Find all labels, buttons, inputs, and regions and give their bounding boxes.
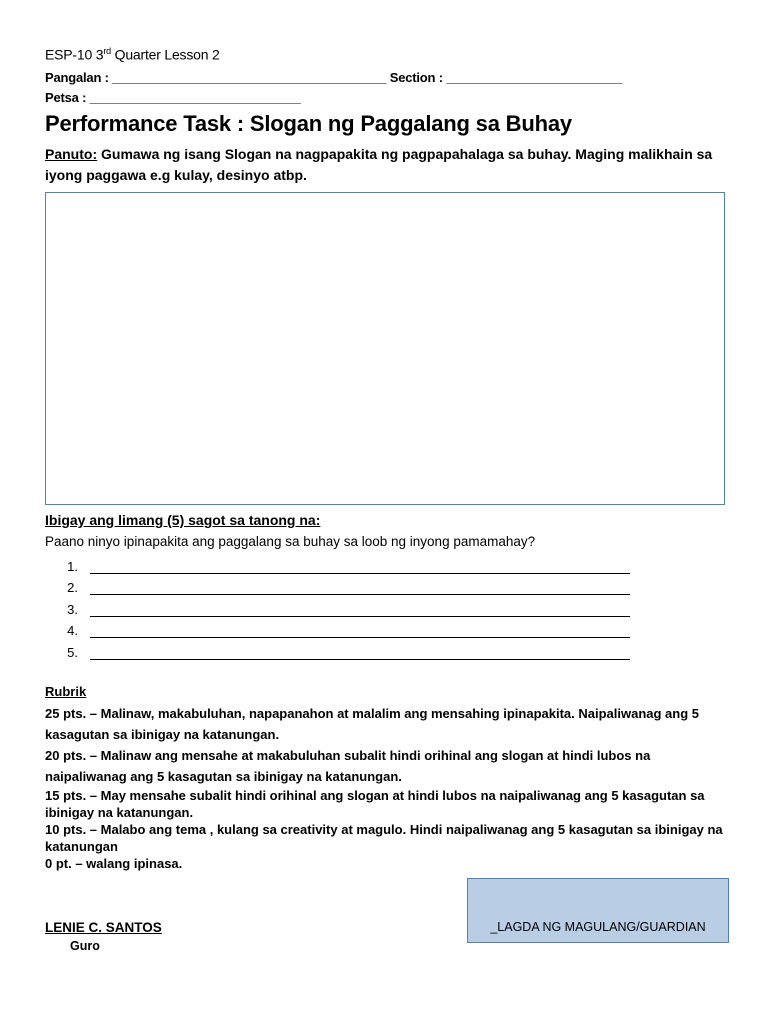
instructions-text: Gumawa ng isang Slogan na nagpapakita ng pagpapahalaga sa buhay. Maging malikhain sa iyong paggawa e.g kulay, desinyo atbp. xyxy=(45,146,713,183)
answer-line[interactable] xyxy=(90,623,630,638)
slogan-drawing-box[interactable] xyxy=(45,192,725,505)
question-text: Paano ninyo ipinapakita ang paggalang sa buhay sa loob ng inyong pamamahay? xyxy=(45,534,536,549)
answer-list xyxy=(45,552,630,660)
answer-number: 4. xyxy=(67,623,78,638)
date-field[interactable]: Petsa : ______________________________ xyxy=(45,90,301,105)
name-section-field[interactable]: Pangalan : _______________________________________ Section : _________________________ xyxy=(45,70,622,85)
lesson-label: Quarter Lesson 2 xyxy=(110,46,220,63)
answer-item xyxy=(45,552,630,574)
answer-number: 2. xyxy=(67,580,78,595)
lesson-code: ESP-10 3 xyxy=(45,46,104,63)
page-title: Performance Task : Slogan ng Paggalang sa Buhay xyxy=(45,111,572,136)
rubric-item: 25 pts. – Malinaw, makabuluhan, napapanahon at malalim ang mensahing ipinapakita. Naipaliwanag ang 5 kasagutan sa ibinigay na katanungan. xyxy=(45,706,700,742)
rubric-heading: Rubrik xyxy=(45,684,87,699)
rubric-item: 15 pts. – May mensahe subalit hindi orihinal ang slogan at hindi lubos na naipaliwanag ang 5 kasagutan sa ibinigay na katanungan. xyxy=(45,788,705,820)
answer-item xyxy=(45,595,630,617)
answer-number: 1. xyxy=(67,558,78,574)
answer-line[interactable] xyxy=(90,559,630,574)
instructions-label: Panuto: xyxy=(45,146,98,162)
answer-line[interactable] xyxy=(90,580,630,595)
answer-line[interactable] xyxy=(90,645,630,660)
instructions xyxy=(45,144,735,186)
teacher-role: Guro xyxy=(70,939,100,953)
parent-signature-label: _LAGDA NG MAGULANG/GUARDIAN xyxy=(490,920,706,934)
answer-number: 5. xyxy=(67,644,78,660)
answer-number: 3. xyxy=(67,601,78,617)
teacher-name: LENIE C. SANTOS xyxy=(45,920,162,935)
rubric-item: 20 pts. – Malinaw ang mensahe at makabuluhan subalit hindi orihinal ang slogan at hindi lubos na naipaliwanag ang 5 kasagutan sa ibinigay na katanungan. xyxy=(45,748,651,784)
answer-line[interactable] xyxy=(90,602,630,617)
answer-item xyxy=(45,574,630,596)
answer-item xyxy=(45,638,630,660)
rubric-list xyxy=(45,703,735,872)
lesson-header xyxy=(45,46,220,63)
rubric-item: 0 pt. – walang ipinasa. xyxy=(45,856,183,871)
parent-signature-box[interactable] xyxy=(467,878,729,943)
questions-heading: Ibigay ang limang (5) sagot sa tanong na: xyxy=(45,512,321,528)
answer-item xyxy=(45,617,630,639)
rubric-item: 10 pts. – Malabo ang tema , kulang sa creativity at magulo. Hindi naipaliwanag ang 5 kasagutan sa ibinigay na katanungan xyxy=(45,822,723,854)
ordinal-suffix: rd xyxy=(103,46,111,56)
